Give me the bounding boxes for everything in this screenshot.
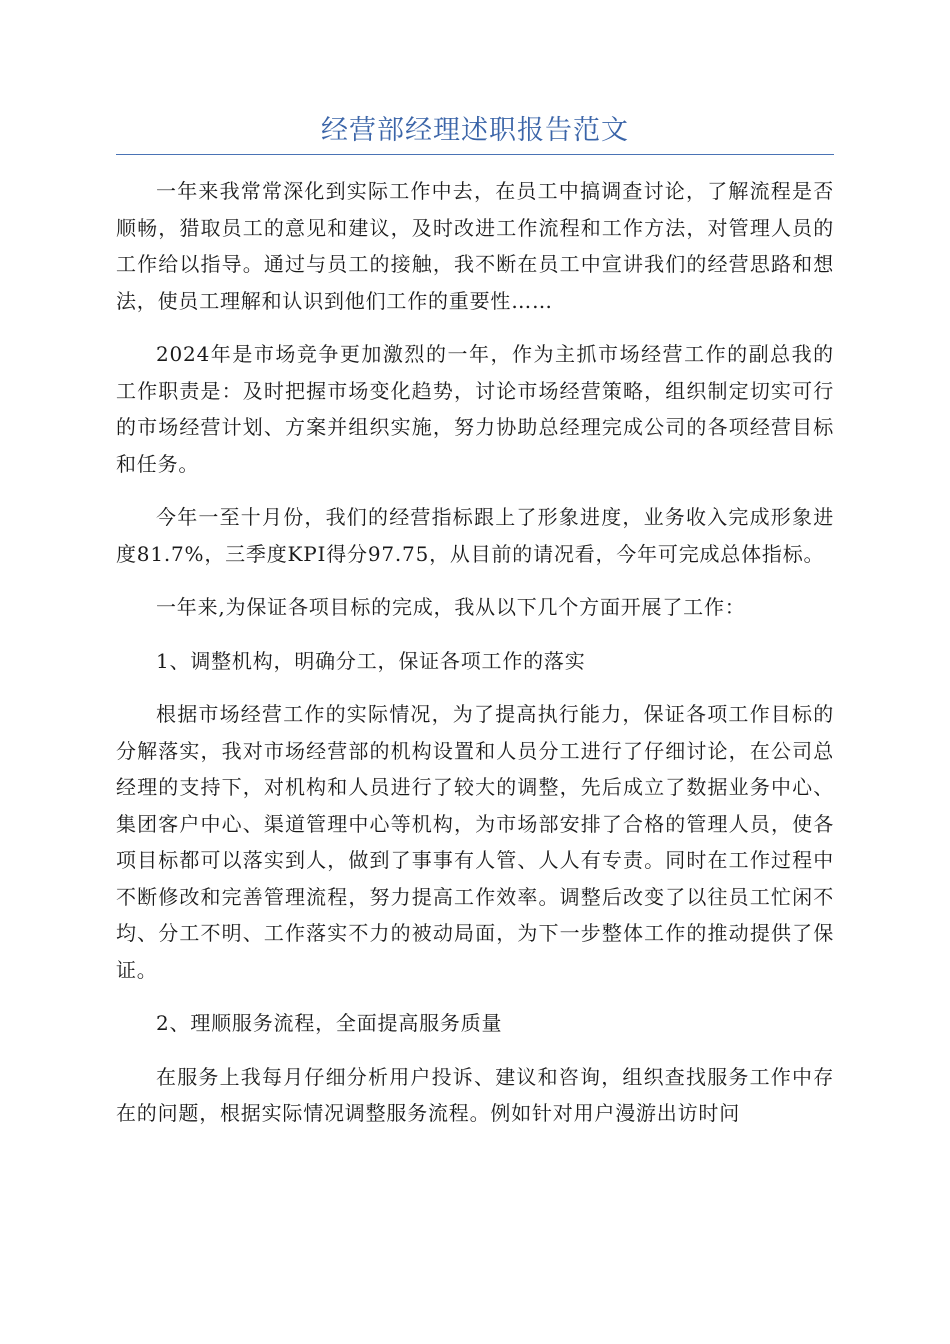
section-heading-2: 2、理顺服务流程，全面提高服务质量	[156, 1011, 503, 1035]
paragraph-6: 在服务上我每月仔细分析用户投诉、建议和咨询，组织查找服务工作中存在的问题，根据实际情况调整服务流程。例如针对用户漫游出访时问	[116, 1064, 834, 1125]
title-underline	[116, 154, 834, 155]
document-title: 经营部经理述职报告范文	[321, 115, 629, 146]
paragraph-3: 今年一至十月份，我们的经营指标跟上了形象进度，业务收入完成形象进度81.7%，三季度KPI得分97.75，从目前的请况看，今年可完成总体指标。	[116, 505, 834, 566]
paragraph-4: 一年来,为保证各项目标的完成，我从以下几个方面开展了工作：	[156, 595, 746, 619]
document-body	[116, 173, 834, 1149]
paragraph-5: 根据市场经营工作的实际情况，为了提高执行能力，保证各项工作目标的分解落实，我对市场经营部的机构设置和人员分工进行了仔细讨论，在公司总经理的支持下，对机构和人员进行了较大的调整，先后成立了数据业务中心、集团客户中心、渠道管理中心等机构，为市场部安排了合格的管理人员，使各项目标都可以落实到人，做到了事事有人管、人人有专责。同时在工作过程中不断修改和完善管理流程，努力提高工作效率。调整后改变了以往员工忙闲不均、分工不明、工作落实不力的被动局面，为下一步整体工作的推动提供了保证。	[116, 702, 834, 982]
paragraph-1: 一年来我常常深化到实际工作中去，在员工中搞调查讨论，了解流程是否顺畅，猎取员工的意见和建议，及时改进工作流程和工作方法，对管理人员的工作给以指导。通过与员工的接触，我不断在员工中宣讲我们的经营思路和想法，使员工理解和认识到他们工作的重要性……	[116, 179, 834, 313]
section-heading-1: 1、调整机构，明确分工，保证各项工作的落实	[156, 648, 586, 673]
paragraph-2: 2024年是市场竞争更加激烈的一年，作为主抓市场经营工作的副总我的工作职责是：及时把握市场变化趋势，讨论市场经营策略，组织制定切实可行的市场经营计划、方案并组织实施，努力协助总经理完成公司的各项经营目标和任务。	[116, 342, 834, 476]
